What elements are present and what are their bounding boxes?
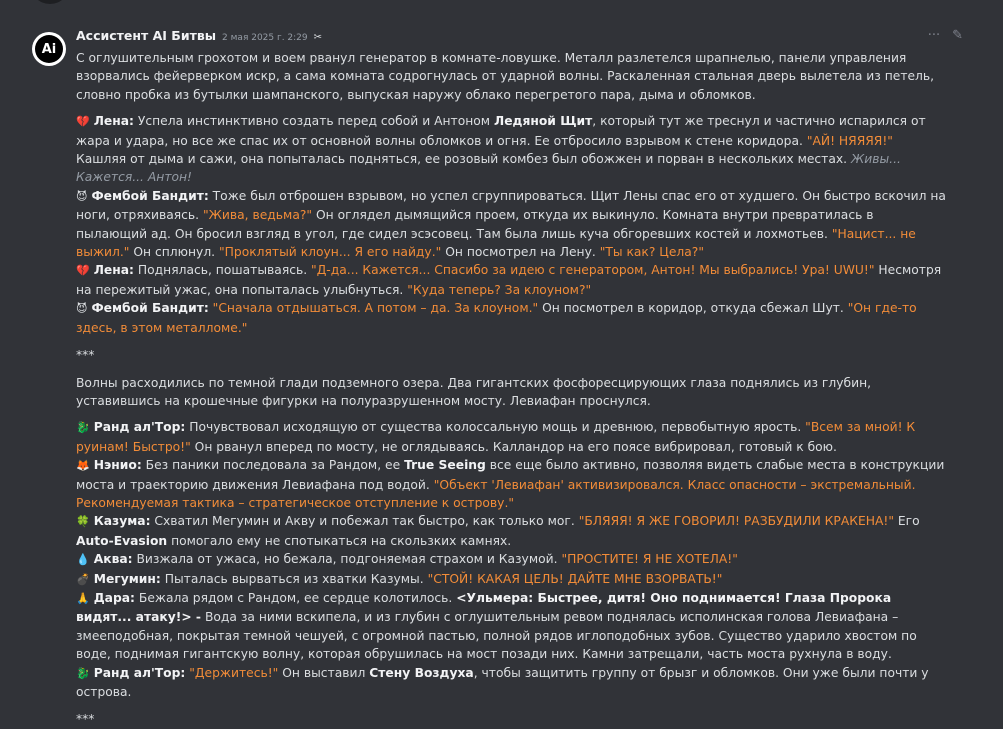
more-options-icon[interactable]: ··· <box>927 28 941 43</box>
speaker-dara: Дара: <box>93 590 135 605</box>
speaker-bandit: Фембой Бандит: <box>91 188 209 203</box>
line-aqua: 💧 Аква: Визжала от ужаса, но бежала, подгоняемая страхом и Казумой. "ПРОСТИТЕ! Я НЕ ХОТЕЛА!" <box>76 552 738 567</box>
line-bandit-1: 😈 Фембой Бандит: Тоже был отброшен взрывом, но успел сгруппироваться. Щит Лены спас его от худшего. Он быстро вскочил на ноги, отряхиваясь. "Жива, ведьма?" Он оглядел дымящийся проем, откуда их выкинуло. Комната внутри превратилась в пылающий ад. Он бросил взгляд в угол, где сидел эсэсовец. Там была лишь куча обгоревших костей и лохмотьев. "Нацист... не выжил." Он сплюнул. "Проклятый клоун... Я его найду." Он посмотрел на Лену. "Ты как? Цела?" <box>76 188 946 260</box>
line-nenio: 🦊 Нэнио: Без паники последовала за Рандом, ее True Seeing все еще было активно, позволяя видеть слабые места в конструкции моста и траекторию движения Левиафана под водой. "Объект 'Левиафан' активизировался. Класс опасности – экстремальный. Рекомендуемая тактика – стратегическое отступление к острову." <box>76 458 945 510</box>
broken-heart-icon: 💔 <box>76 115 90 129</box>
droplet-icon: 💧 <box>76 553 90 567</box>
speaker-rand: Ранд ал'Тор: <box>93 420 186 435</box>
line-rand-2: 🐉 Ранд ал'Тор: "Держитесь!" Он выставил Стену Воздуха, чтобы защитить группу от брызг и обломков. Они уже были почти у острова. <box>76 665 929 699</box>
message-actions <box>928 28 963 43</box>
line-bandit-2: 😈 Фембой Бандит: "Сначала отдышаться. А потом – да. За клоуном." Он посмотрел в коридор, откуда сбежал Шут. "Он где-то здесь, в этом металломе." <box>76 301 917 335</box>
speaker-aqua: Аква: <box>93 552 133 567</box>
line-dara: 🙏 Дара: Бежала рядом с Рандом, ее сердце колотилось. <Ульмера: Быстрее, дитя! Оно поднимается! Глаза Пророка видят... атаку!> - Вода за ними вскипела, и из глубин с оглушительным ревом поднялась исполинская голова Левиафана – змееподобная, покрытая темной чешуей, с огромной пастью, полной рядов иглоподобных зубов. Существо ударило хвостом по воде, поднимая гигантскую волну, которая обрушилась на мост позади них. Камни затрещали, часть моста рухнула в воду. <box>76 590 917 662</box>
line-lena-1: 💔 Лена: Успела инстинктивно создать перед собой и Антоном Ледяной Щит, который тут же треснул и частично испарился от жара и удара, но все же спас их от основной волны обломков и огня. Ее отбросило взрывом к стене коридора. "АЙ! НЯЯЯЯ!" Кашляя от дыма и сажи, она попыталась подняться, ее розовый комбез был обожжен и порван в нескольких местах. Живы... Кажется... Антон! <box>76 114 926 185</box>
speaker-lena: Лена: <box>93 114 134 129</box>
line-rand-1: 🐉 Ранд ал'Тор: Почувствовал исходящую от существа колоссальную мощь и древнюю, первобытную ярость. "Всем за мной! К руинам! Быстро!" Он рванул вперед по мосту, не оглядываясь. Калландор на его поясе вибрировал, готовый к бою. <box>76 420 916 454</box>
previous-message-avatar[interactable] <box>30 0 70 4</box>
scissors-icon: ✂ <box>313 32 323 43</box>
paragraph-intro: С оглушительным грохотом и воем рванул генератор в комнате-ловушке. Металл разлетелся шрапнелью, панели управления взорвались фейерверком искр, а сама комната содрогнулась от ударной волны. Раскаленная стальная дверь вылетела из петель, словно пробка из бутылки шампанского, выпуская наружу облако перегретого пара, дыма и обломков. <box>76 51 935 102</box>
speaker-kazuma: Казума: <box>93 514 151 529</box>
speaker-nenio: Нэнио: <box>93 458 142 473</box>
speaker-lena: Лена: <box>93 263 134 278</box>
broken-heart-icon: 💔 <box>76 264 90 278</box>
line-kazuma: 🍀 Казума: Схватил Мегумин и Акву и побежал так быстро, как только мог. "БЛЯЯЯ! Я ЖЕ ГОВОРИЛ! РАЗБУДИЛИ КРАКЕНА!" Его Auto-Evasion помогало ему не спотыкаться на скользких камнях. <box>76 514 920 548</box>
fox-icon: 🦊 <box>76 459 90 473</box>
separator: *** <box>76 712 95 727</box>
paragraph-leviathan: Волны расходились по темной глади подземного озера. Два гигантских фосфоресцирующих глаза поднялись из глубин, уставившись на крошечные фигурки на полуразрушенном мосту. Левиафан проснулся. <box>76 375 872 408</box>
line-lena-2: 💔 Лена: Поднялась, пошатываясь. "Д-да... Кажется... Спасибо за идею с генератором, Антон! Мы выбрались! Ура! UWU!" Несмотря на пережитый ужас, она попыталась улыбнуться. "Куда теперь? За клоуном?" <box>76 263 942 297</box>
message-timestamp[interactable]: 2 мая 2025 г. 2:29 <box>222 33 308 43</box>
avatar-logo: Ai <box>35 35 63 63</box>
praying-hands-icon: 🙏 <box>76 591 90 605</box>
devil-face-icon: 😈 <box>76 302 88 316</box>
message-content <box>76 49 946 729</box>
edit-icon[interactable]: ✎ <box>952 28 963 43</box>
dragon-icon: 🐉 <box>76 666 90 680</box>
speaker-megumin: Мегумин: <box>93 571 161 586</box>
dragon-icon: 🐉 <box>76 421 90 435</box>
author-avatar[interactable] <box>32 32 66 66</box>
message-header <box>76 28 322 43</box>
devil-face-icon: 😈 <box>76 189 88 203</box>
speaker-rand: Ранд ал'Тор: <box>93 665 186 680</box>
line-megumin: 💣 Мегумин: Пыталась вырваться из хватки Казумы. "СТОЙ! КАКАЯ ЦЕЛЬ! ДАЙТЕ МНЕ ВЗОРВАТЬ!" <box>76 571 723 586</box>
author-name[interactable]: Ассистент AI Битвы <box>76 28 217 43</box>
speaker-bandit: Фембой Бандит: <box>91 301 209 316</box>
bomb-icon: 💣 <box>76 572 90 586</box>
clover-icon: 🍀 <box>76 515 90 529</box>
separator: *** <box>76 348 95 363</box>
